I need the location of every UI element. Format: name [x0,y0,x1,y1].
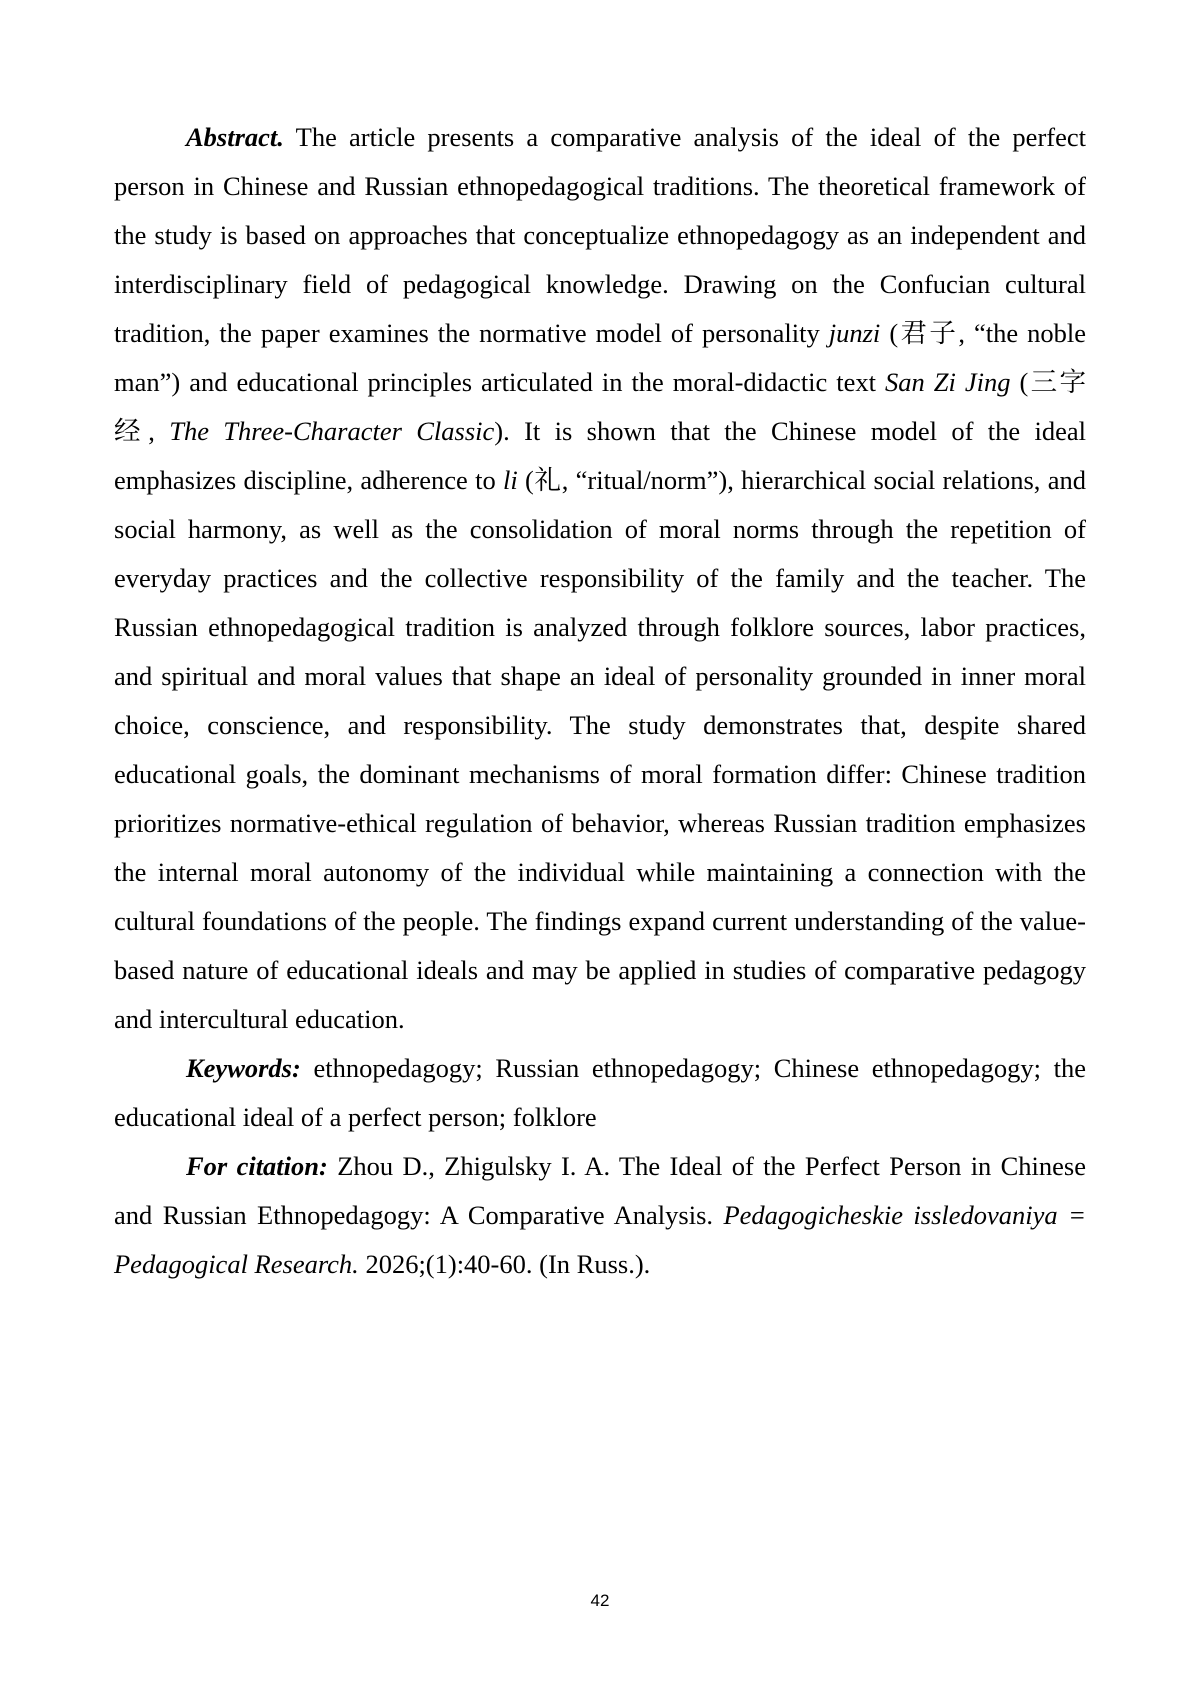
citation-paragraph [114,1142,1086,1289]
citation-journal: Pedagogicheskie issledovaniya = Pedagogical Research. [114,1200,1086,1279]
citation-text: Zhou D., Zhigulsky I. A. The Ideal of the Perfect Person in Chinese and Russian Ethnopedagogy: A Comparative Analysis. [114,1151,1087,1230]
term-junzi: junzi [828,318,881,348]
abstract-text-2: (君子, “the noble man”) and educational principles articulated in the moral-didactic text [114,318,1086,397]
abstract-text-3: (三字经, [114,367,1086,446]
abstract-text-5: (礼, “ritual/norm”), hierarchical social relations, and social harmony, as well as the consolidation of moral norms through the repetition of everyday practices and the collective responsibility of the family and the teacher. The Russian ethnopedagogical tradition is analyzed through folklore sources, labor practices, and spiritual and moral values that shape an ideal of personality grounded in inner moral choice, conscience, and responsibility. The study demonstrates that, despite shared educational goals, the dominant mechanisms of moral formation differ: Chinese tradition prioritizes normative-ethical regulation of behavior, whereas Russian tradition emphasizes the internal moral autonomy of the individual while maintaining a connection with the cultural foundations of the people. The findings expand current understanding of the value-based nature of educational ideals and may be applied in studies of comparative pedagogy and intercultural education. [114,465,1086,1034]
term-li: li [503,465,518,495]
citation-tail: 2026;(1):40-60. (In Russ.). [358,1249,651,1279]
keywords-paragraph [114,1044,1086,1142]
citation-label: For citation: [186,1151,328,1181]
term-three-character-classic: The Three-Character Classic [169,416,495,446]
abstract-paragraph [114,113,1086,1044]
abstract-text-1: The article presents a comparative analysis of the ideal of the perfect person in Chinese and Russian ethnopedagogical traditions. The theoretical framework of the study is based on approaches that conceptualize ethnopedagogy as an independent and interdisciplinary field of pedagogical knowledge. Drawing on the Confucian cultural tradition, the paper examines the normative model of personality [114,122,1086,348]
page-number: 42 [590,1591,610,1610]
keywords-text: ethnopedagogy; Russian ethnopedagogy; Chinese ethnopedagogy; the educational ideal of a perfect person; folklore [114,1053,1086,1132]
term-san-zi-jing: San Zi Jing [885,367,1011,397]
abstract-label: Abstract. [186,122,284,152]
abstract-text-4: ). It is shown that the Chinese model of the ideal emphasizes discipline, adherence to [114,416,1086,495]
text-body [114,113,1086,1289]
keywords-label: Keywords: [186,1053,301,1083]
